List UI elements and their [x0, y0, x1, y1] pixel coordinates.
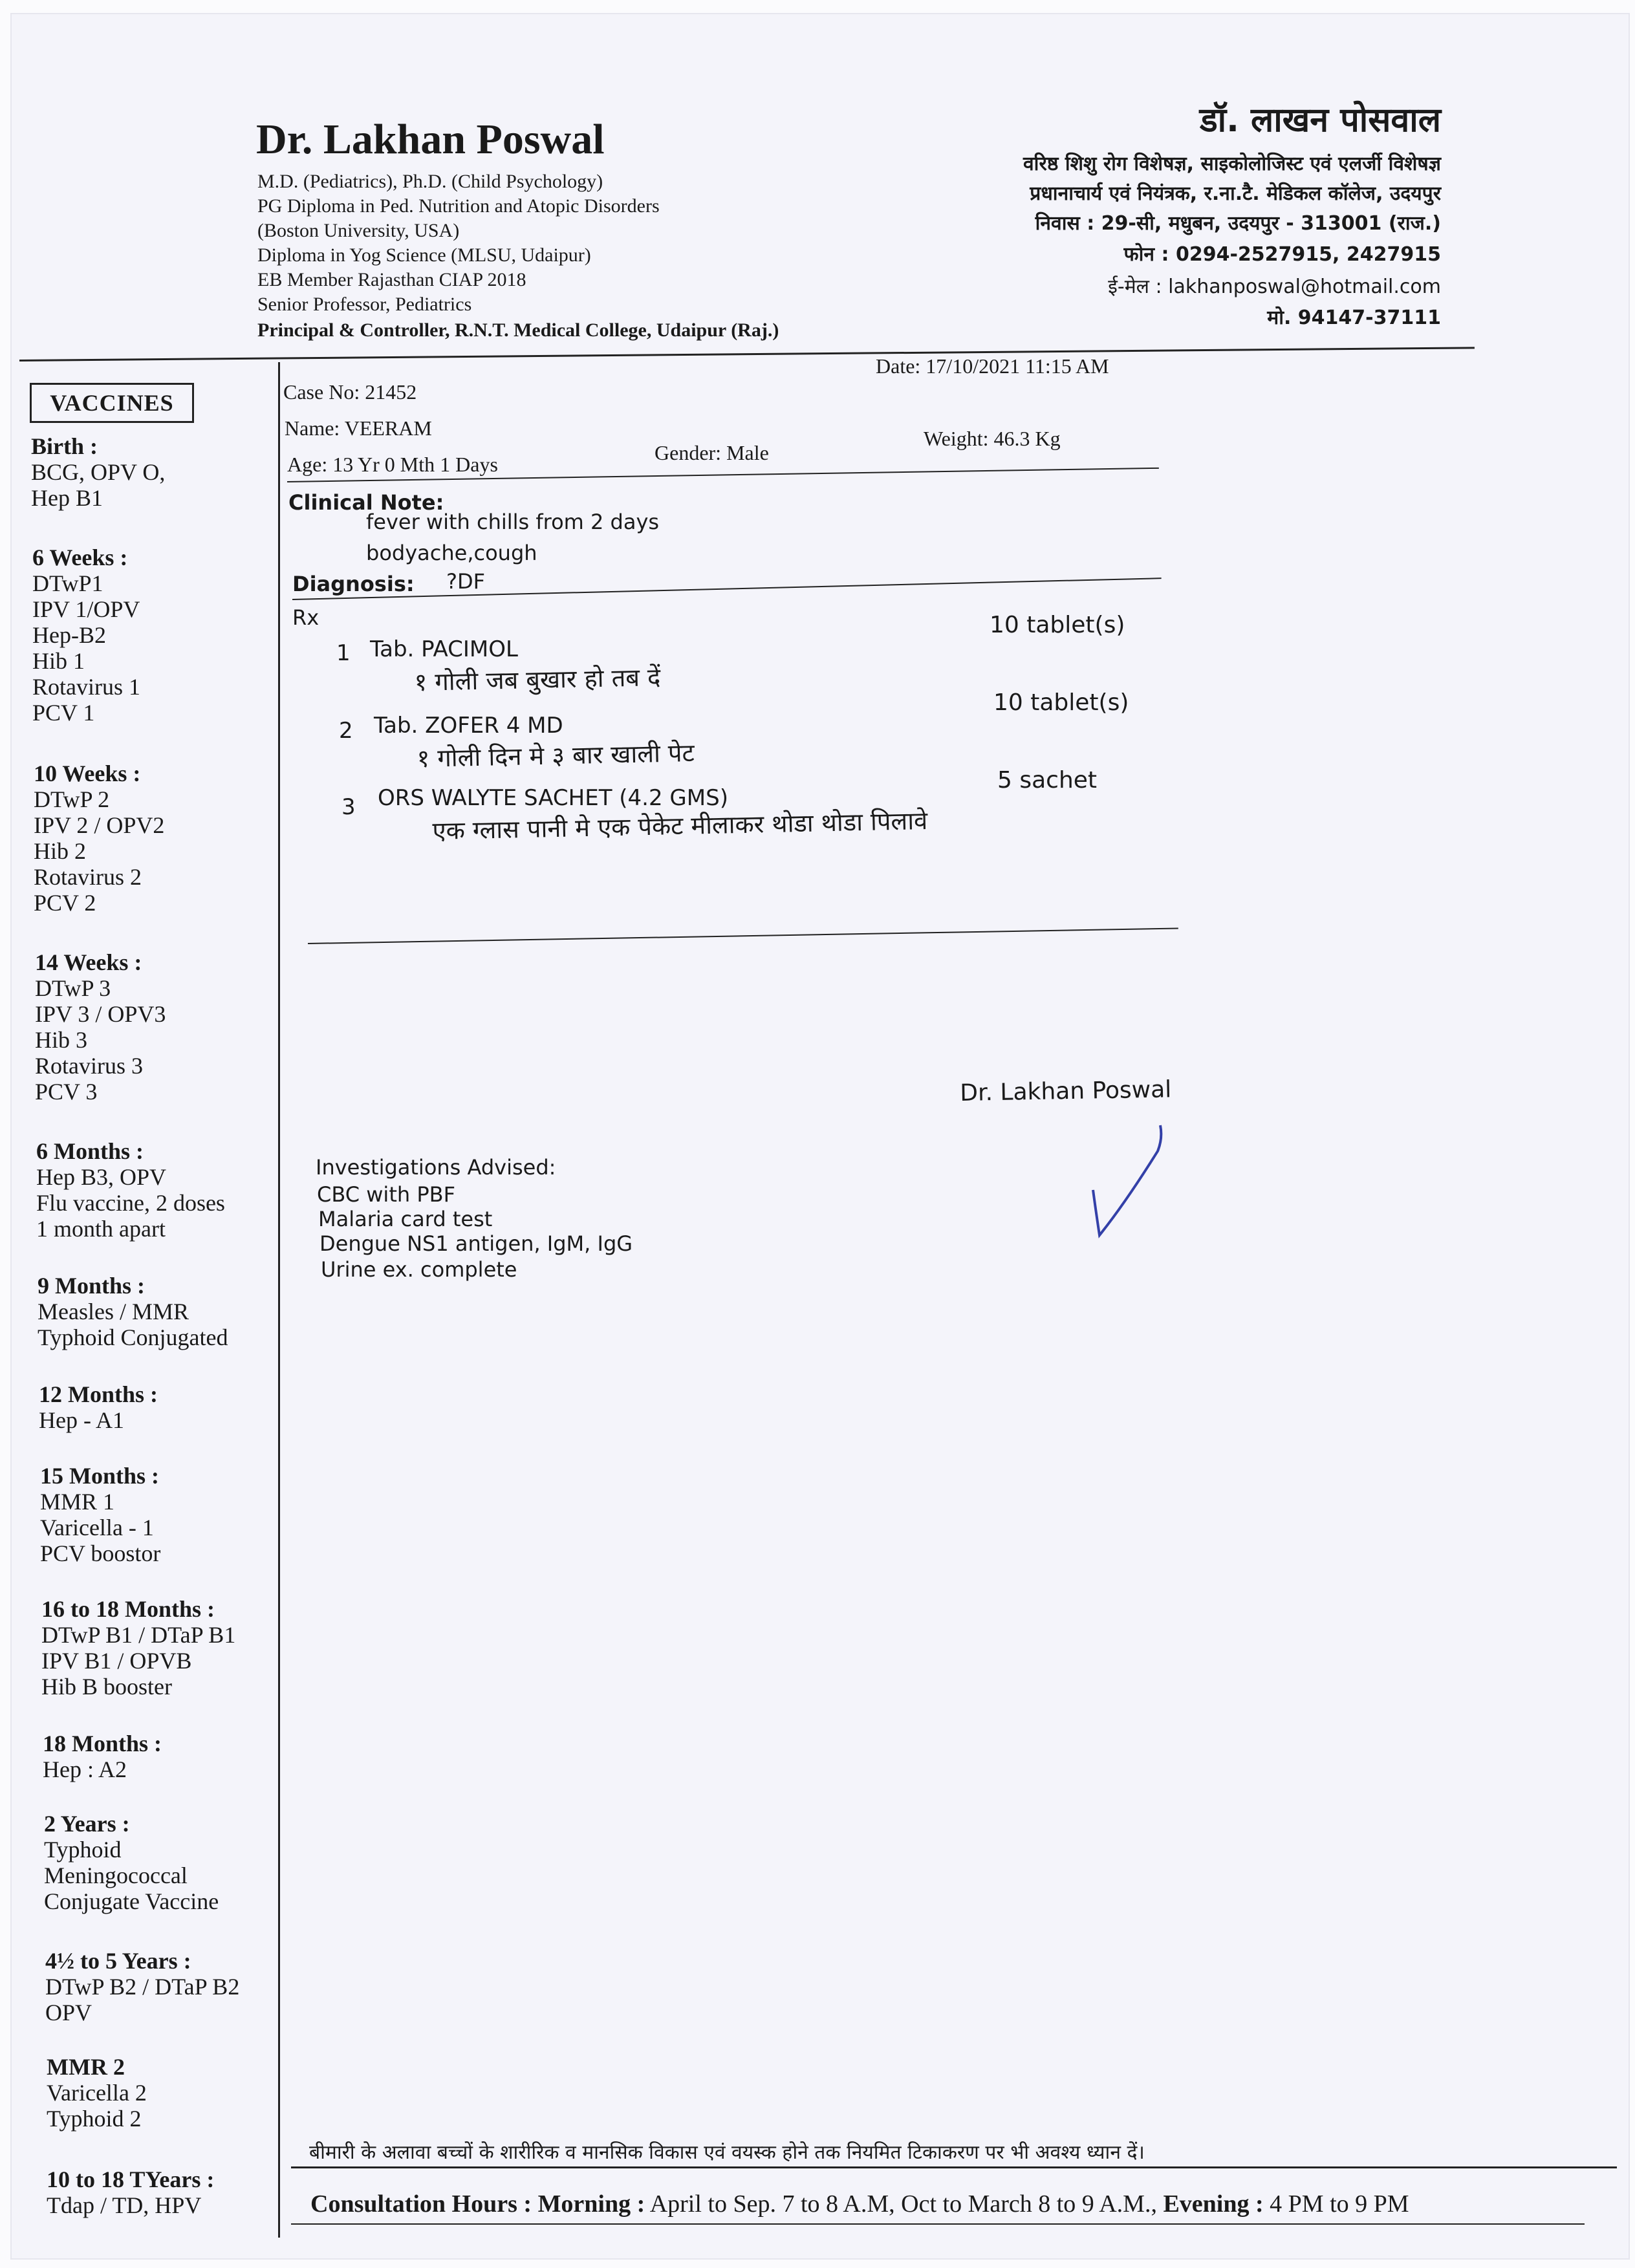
vaccine-group [44, 1811, 219, 1914]
vaccine-item: Meningococcal [44, 1863, 188, 1888]
vaccine-item: Hep : A2 [43, 1756, 127, 1782]
credential-line: (Boston University, USA) [257, 220, 460, 241]
patient-gender: Gender: Male [655, 441, 769, 464]
vaccine-group [35, 949, 166, 1105]
rx-item-instruction: १ गोली जब बुखार हो तब दें [414, 663, 661, 697]
vaccine-item: Typhoid 2 [47, 2106, 142, 2132]
patient-weight: Weight: 46.3 Kg [924, 427, 1061, 450]
vaccines-title: VACCINES [30, 383, 194, 423]
hindi-line: निवास : 29-सी, मधुबन, उदयपुर - 313001 (राज.) [1035, 212, 1441, 235]
vaccine-group-heading: 4½ to 5 Years : [45, 1948, 191, 1974]
vaccine-item: Tdap / TD, HPV [47, 2192, 202, 2218]
vaccine-group-heading: 6 Months : [36, 1138, 144, 1164]
patient-age: Age: 13 Yr 0 Mth 1 Days [287, 453, 498, 476]
vaccine-group [43, 1731, 162, 1782]
vaccine-item: Hep B3, OPV [36, 1164, 167, 1190]
investigation-item: CBC with PBF [317, 1182, 455, 1207]
evening-hours: 4 PM to 9 PM [1270, 2190, 1409, 2218]
vaccine-item: MMR 1 [40, 1489, 115, 1515]
vaccine-item: Typhoid [44, 1837, 122, 1863]
investigation-item: Dengue NS1 antigen, IgM, IgG [319, 1231, 633, 1256]
rx-item-quantity: 10 tablet(s) [990, 612, 1125, 638]
vaccine-item: Hib 1 [32, 648, 85, 674]
vaccine-group-heading: MMR 2 [47, 2054, 125, 2080]
vaccine-group [41, 1596, 235, 1700]
vaccine-item: DTwP B2 / DTaP B2 [45, 1974, 240, 2000]
vaccine-group [47, 2166, 214, 2218]
credential-line: EB Member Rajasthan CIAP 2018 [257, 269, 526, 290]
footer-bottom-rule [291, 2223, 1585, 2225]
vaccine-group [39, 1381, 158, 1433]
sidebar-divider [278, 362, 280, 2238]
vaccine-group-heading: 18 Months : [43, 1731, 162, 1756]
vaccine-item: IPV 1/OPV [32, 596, 140, 622]
signature-name: Dr. Lakhan Poswal [960, 1076, 1172, 1107]
vaccine-group [40, 1463, 160, 1566]
diagnosis-label: Diagnosis: [292, 572, 415, 596]
hours-label: Consultation Hours : [310, 2190, 532, 2218]
credential-line: Diploma in Yog Science (MLSU, Udaipur) [257, 244, 591, 266]
vaccine-item: PCV 1 [32, 700, 95, 726]
vaccine-group [47, 2054, 147, 2132]
vaccine-item: Rotavirus 2 [34, 864, 142, 890]
vaccine-item: Typhoid Conjugated [38, 1324, 228, 1350]
vaccine-group-heading: 6 Weeks : [32, 545, 128, 570]
doctor-name-hindi: डॉ. लाखन पोसवाल [1199, 101, 1441, 140]
credential-line: M.D. (Pediatrics), Ph.D. (Child Psychology) [257, 171, 603, 192]
vaccine-item: Measles / MMR [38, 1299, 189, 1324]
vaccine-item: 1 month apart [36, 1216, 166, 1242]
vaccine-item: IPV B1 / OPVB [41, 1648, 192, 1674]
vaccine-item: DTwP 2 [34, 786, 110, 812]
rx-item-instruction: एक ग्लास पानी मे एक पेकेट मीलाकर थोडा थोडा पिलावे [432, 806, 928, 845]
rx-item-quantity: 10 tablet(s) [993, 689, 1129, 716]
rx-item-number: 2 [339, 718, 353, 744]
credential-line: Senior Professor, Pediatrics [257, 294, 472, 315]
vaccine-group-heading: 16 to 18 Months : [41, 1596, 215, 1622]
case-number: Case No: 21452 [283, 380, 417, 404]
rx-item-quantity: 5 sachet [997, 767, 1098, 794]
vaccine-item: Hep-B2 [32, 622, 106, 648]
investigation-item: Urine ex. complete [321, 1257, 517, 1282]
vaccine-item: OPV [45, 2000, 92, 2025]
vaccine-item: PCV 3 [35, 1079, 98, 1105]
vaccine-group [38, 1273, 228, 1350]
vaccine-group-heading: 10 to 18 TYears : [47, 2166, 215, 2192]
prescription-sheet [12, 14, 1629, 2258]
rx-item-name: Tab. PACIMOL [370, 636, 518, 662]
vaccine-item: Hep - A1 [39, 1407, 124, 1433]
evening-label: Evening : [1163, 2190, 1264, 2218]
vaccine-item: Hib 2 [34, 838, 86, 864]
vaccine-item: Flu vaccine, 2 doses [36, 1190, 225, 1216]
vaccine-item: Hep B1 [31, 485, 103, 511]
vaccine-group [32, 545, 140, 726]
vaccine-item: Varicella 2 [47, 2080, 147, 2106]
vaccine-group [31, 433, 165, 511]
hindi-line: वरिष्ठ शिशु रोग विशेषज्ञ, साइकोलोजिस्ट एवं एलर्जी विशेषज्ञ [1023, 153, 1441, 175]
visit-date: Date: 17/10/2021 11:15 AM [876, 354, 1109, 378]
clinical-note-label: Clinical Note: [288, 490, 444, 515]
vaccine-item: Hib B booster [41, 1674, 172, 1700]
vaccine-item: DTwP1 [32, 570, 103, 596]
vaccine-item: IPV 2 / OPV2 [34, 812, 165, 838]
credential-line: Principal & Controller, R.N.T. Medical College, Udaipur (Raj.) [257, 319, 779, 341]
vaccine-group [36, 1138, 225, 1242]
rx-item-name: ORS WALYTE SACHET (4.2 GMS) [378, 785, 728, 811]
rx-item-name: Tab. ZOFER 4 MD [374, 713, 563, 739]
vaccine-group-heading: Birth : [31, 433, 98, 459]
clinical-note-line: bodyache,cough [366, 541, 537, 565]
vaccine-group-heading: 10 Weeks : [34, 761, 141, 786]
credential-line: PG Diploma in Ped. Nutrition and Atopic Disorders [257, 195, 660, 217]
vaccine-item: PCV 2 [34, 890, 96, 916]
rx-label: Rx [292, 605, 319, 630]
clinical-note-line: fever with chills from 2 days [366, 510, 660, 534]
morning-hours: April to Sep. 7 to 8 A.M, Oct to March 8 to 9 A.M., [649, 2190, 1157, 2218]
vaccine-item: Hib 3 [35, 1027, 87, 1053]
hindi-line: प्रधानाचार्य एवं नियंत्रक, र.ना.टै. मेडिकल कॉलेज, उदयपुर [1030, 182, 1441, 205]
doctor-name-english: Dr. Lakhan Poswal [256, 116, 605, 163]
rx-item-instruction: १ गोली दिन मे ३ बार खाली पेट [417, 739, 695, 773]
vaccine-item: DTwP B1 / DTaP B1 [41, 1622, 236, 1648]
patient-name: Name: VEERAM [285, 416, 432, 440]
vaccine-item: Rotavirus 3 [35, 1053, 143, 1079]
diagnosis-value: ?DF [446, 569, 486, 594]
consultation-hours [310, 2190, 1409, 2218]
vaccine-group [34, 761, 164, 916]
vaccine-item: IPV 3 / OPV3 [35, 1001, 166, 1027]
vaccine-item: BCG, OPV O, [31, 459, 166, 485]
rx-item-number: 1 [336, 640, 351, 666]
email-line: ई-मेल : lakhanposwal@hotmail.com [1108, 275, 1441, 298]
footer-rule [291, 2166, 1617, 2168]
mobile-line: मो. 94147-37111 [1267, 307, 1441, 329]
vaccine-item: Rotavirus 1 [32, 674, 140, 700]
signature-scribble [1087, 1112, 1164, 1242]
vaccine-group-heading: 14 Weeks : [35, 949, 142, 975]
vaccine-group-heading: 2 Years : [44, 1811, 130, 1837]
morning-label: Morning : [537, 2190, 645, 2218]
rx-item-number: 3 [341, 794, 356, 820]
vaccine-group [45, 1948, 239, 2025]
vaccine-item: Varicella - 1 [40, 1515, 154, 1540]
vaccine-group-heading: 9 Months : [38, 1273, 146, 1299]
vaccine-item: PCV boostor [40, 1540, 161, 1566]
vaccine-group-heading: 12 Months : [39, 1381, 158, 1407]
vaccine-item: Conjugate Vaccine [44, 1888, 219, 1914]
hindi-line: फोन : 0294-2527915, 2427915 [1123, 243, 1441, 266]
investigation-item: Malaria card test [318, 1207, 493, 1231]
vaccine-item: DTwP 3 [35, 975, 111, 1001]
footer-note: बीमारी के अलावा बच्चों के शारीरिक व मानसिक विकास एवं वयस्क होने तक नियमित टिकाकरण पर भी अवश्य ध्यान दें। [309, 2141, 1145, 2164]
investigations-label: Investigations Advised: [316, 1155, 556, 1180]
vaccine-group-heading: 15 Months : [40, 1463, 160, 1489]
